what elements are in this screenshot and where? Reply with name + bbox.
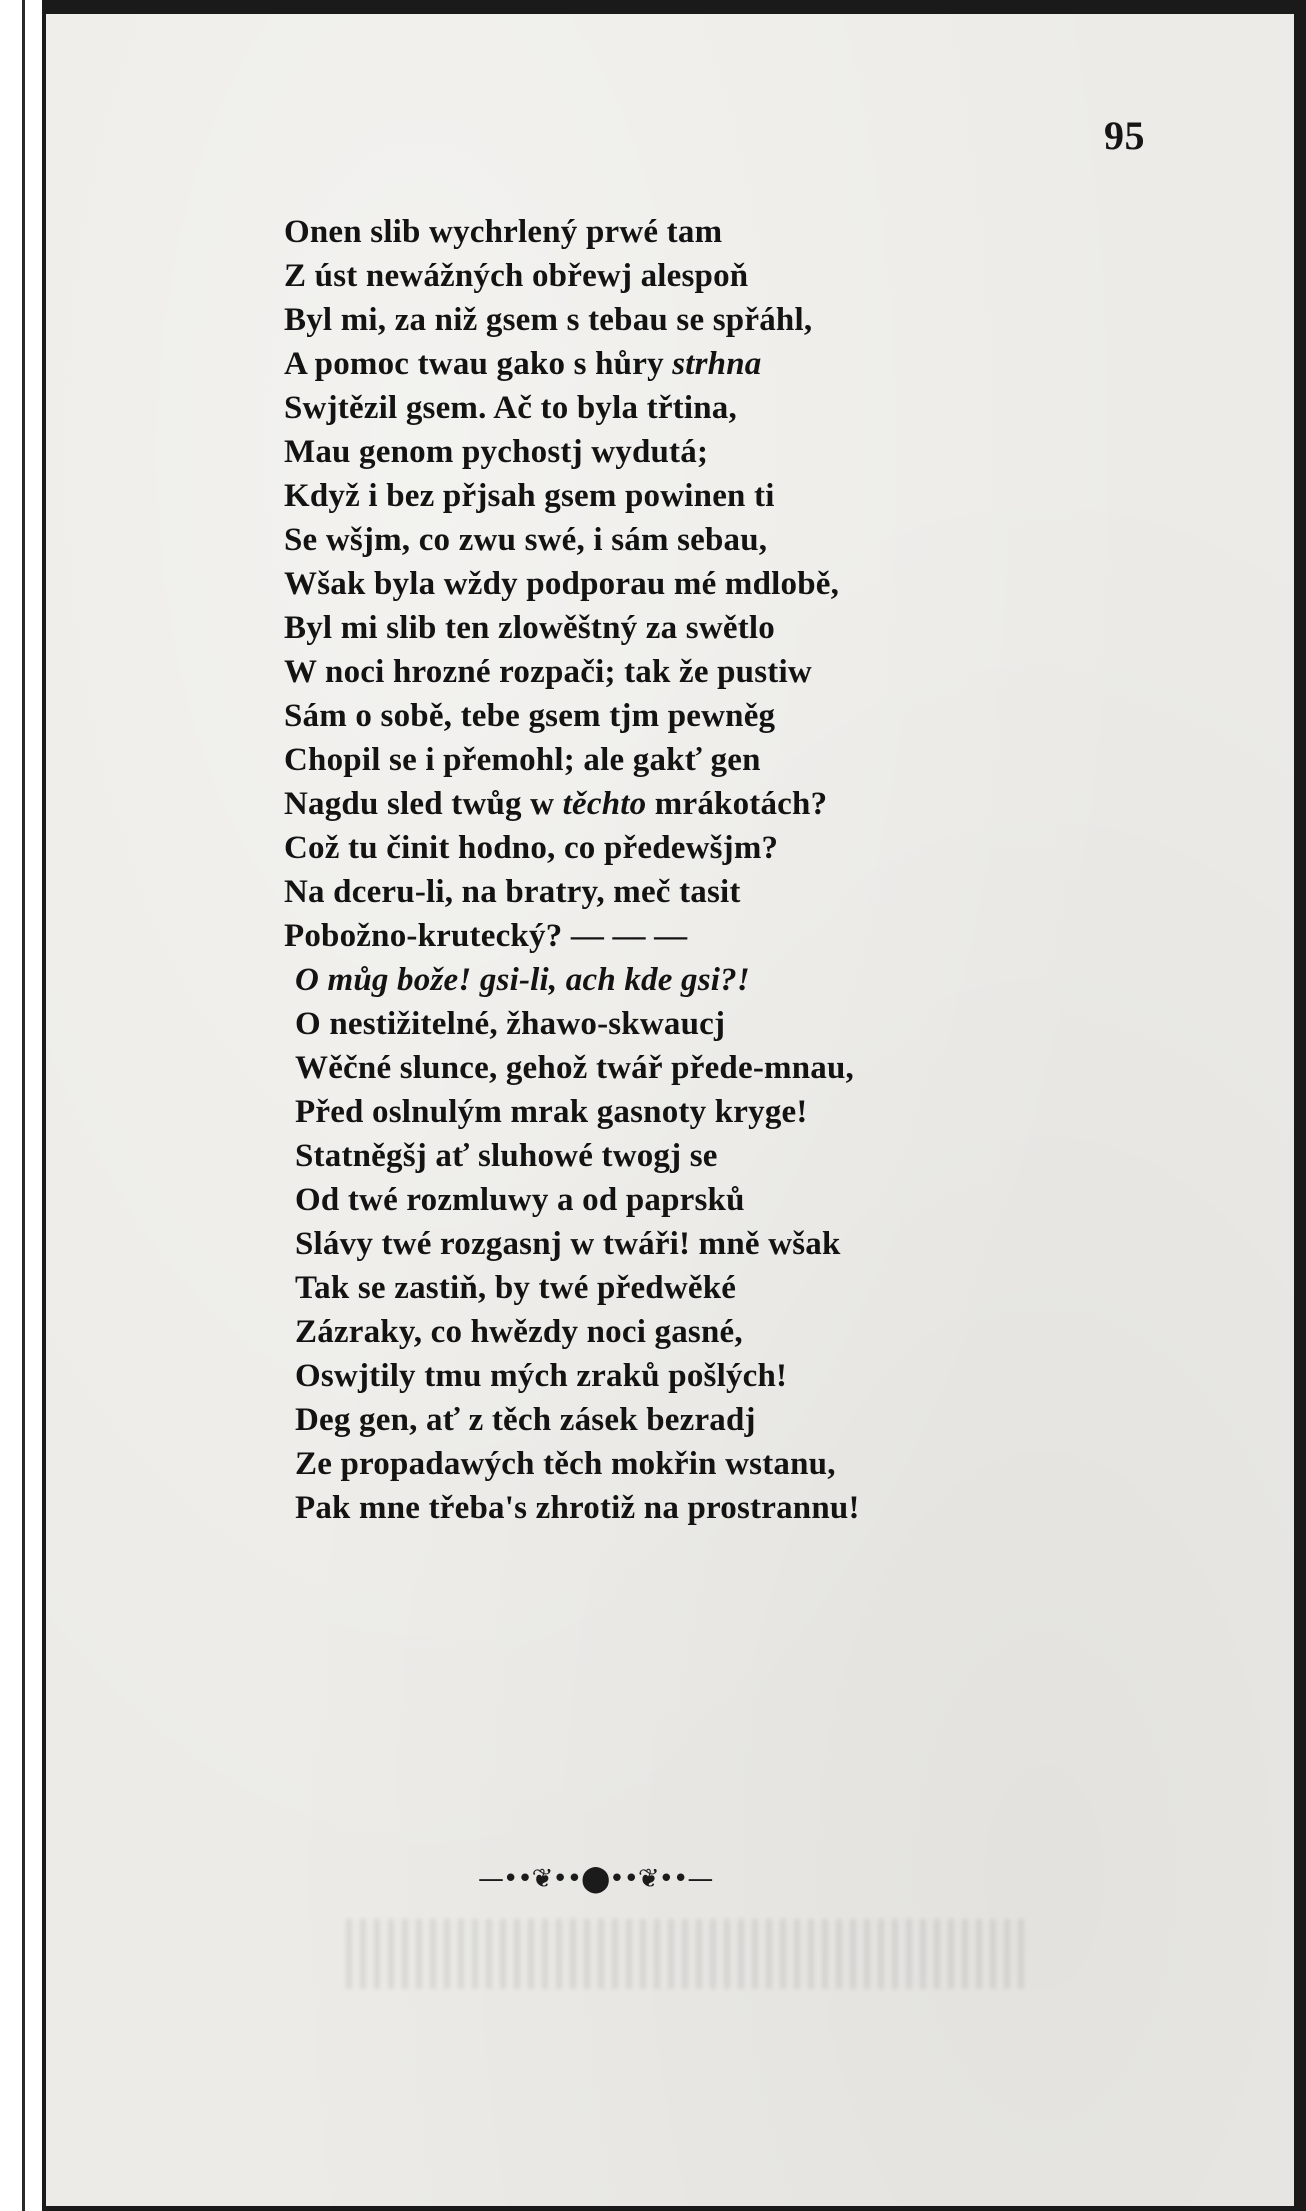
poem-line: Sám o sobě, tebe gsem tjm pewněg bbox=[284, 698, 776, 734]
poem-line: Byl mi, za niž gsem s tebau se spřáhl, bbox=[284, 302, 813, 338]
italic-line: O můg bože! gsi-li, ach kde gsi?! bbox=[295, 962, 750, 998]
scan-margin bbox=[0, 0, 42, 2211]
poem-line: Pak mne třeba's zhrotiž na prostrannu! bbox=[295, 1490, 860, 1526]
line-text: Nagdu sled twůg w bbox=[284, 786, 563, 822]
poem-line: O nestižitelné, žhawo-skwaucj bbox=[295, 1006, 726, 1042]
poem-line: Zázraky, co hwězdy noci gasné, bbox=[295, 1314, 743, 1350]
poem-line: Chopil se i přemohl; ale gakť gen bbox=[284, 742, 761, 778]
poem-line: Statněgšj ať sluhowé twogj se bbox=[295, 1138, 718, 1174]
line-text: A pomoc twau gako s hůry bbox=[284, 346, 673, 382]
poem-line: Před oslnulým mrak gasnoty kryge! bbox=[295, 1094, 808, 1130]
poem-line: Což tu činit hodno, co předewšjm? bbox=[284, 830, 779, 866]
poem-line: Wšak byla wždy podporau mé mdlobě, bbox=[284, 566, 840, 602]
poem-line: Ze propadawých těch mokřin wstanu, bbox=[295, 1446, 836, 1482]
poem-line: Pobožno-krutecký? — — — bbox=[284, 918, 688, 954]
italic-word: těchto bbox=[562, 786, 647, 822]
scan-edge-line bbox=[22, 0, 25, 2211]
poem-line: Tak se zastiň, by twé předwěké bbox=[295, 1270, 737, 1306]
poem-line: Oswjtily tmu mých zraků pošlých! bbox=[295, 1358, 788, 1394]
poem-line: Z úst newážných obřewj alespoň bbox=[284, 258, 749, 294]
poem-line: Mau genom pychostj wydutá; bbox=[284, 434, 709, 470]
poem-line: Se wšjm, co zwu swé, i sám sebau, bbox=[284, 522, 768, 558]
poem-line: Deg gen, ať z těch zásek bezradj bbox=[295, 1402, 756, 1438]
poem-line: Na dceru-li, na bratry, meč tasit bbox=[284, 874, 741, 910]
page-number: 95 bbox=[1104, 113, 1145, 158]
poem-line bbox=[284, 782, 860, 826]
poem-line: Onen slib wychrlený prwé tam bbox=[284, 214, 723, 250]
poem-text bbox=[284, 210, 860, 1530]
line-text: mrákotách? bbox=[646, 786, 828, 822]
poem-line bbox=[284, 958, 860, 1002]
ornament-divider: —••❦••⬤••❦••— bbox=[478, 1864, 713, 1894]
poem-line: Slávy twé rozgasnj w twáři! mně wšak bbox=[295, 1226, 841, 1262]
poem-line: W noci hrozné rozpači; tak že pustiw bbox=[284, 654, 812, 690]
poem-line bbox=[284, 342, 860, 386]
poem-line: Swjtězil gsem. Ač to byla třtina, bbox=[284, 390, 737, 426]
poem-line: Byl mi slib ten zlowěštný za swětlo bbox=[284, 610, 775, 646]
poem-line: Když i bez přjsah gsem powinen ti bbox=[284, 478, 775, 514]
poem-line: Od twé rozmluwy a od paprsků bbox=[295, 1182, 745, 1218]
bleed-through-texture bbox=[346, 1919, 1026, 1989]
poem-line: Wěčné slunce, gehož twář přede-mnau, bbox=[295, 1050, 854, 1086]
italic-word: strhna bbox=[672, 346, 762, 382]
